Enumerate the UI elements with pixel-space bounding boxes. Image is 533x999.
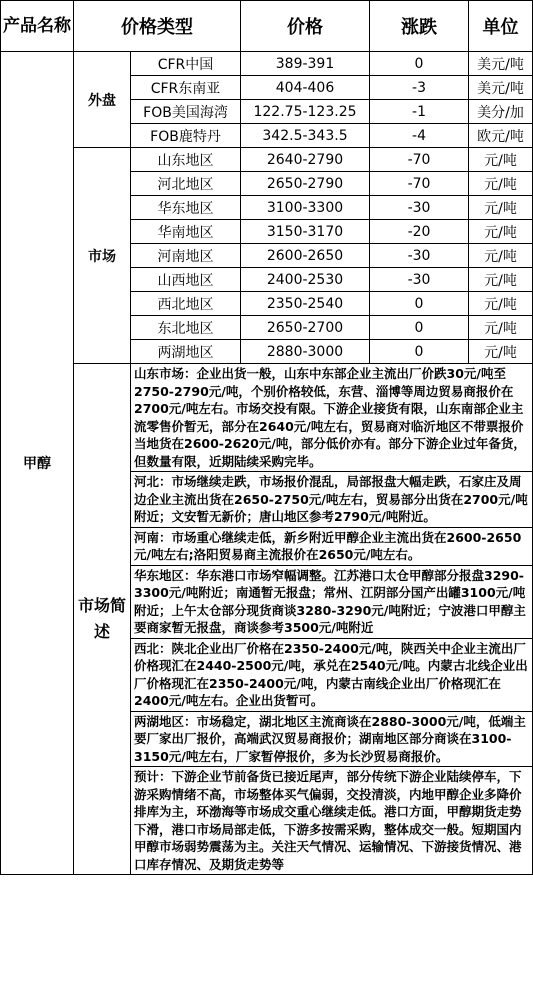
price-unit-cell: 美元/吨: [469, 52, 533, 76]
price-price-cell: 2880-3000: [241, 340, 370, 364]
price-unit-cell: 元/吨: [469, 340, 533, 364]
price-name-cell: 两湖地区: [131, 340, 241, 364]
price-unit-cell: 美分/加: [469, 100, 533, 124]
price-name-cell: 河北地区: [131, 172, 241, 196]
price-unit-cell: 元/吨: [469, 172, 533, 196]
market-category-label: 市场: [74, 148, 131, 364]
summary-paragraph: 河南：市场重心继续走低，新乡附近甲醇企业主流出货在2600-2650元/吨左右;洛阳贸易商主流报价在2650元/吨左右。: [131, 527, 533, 565]
external-category-label: 外盘: [74, 52, 131, 148]
product-name: 甲醇: [1, 52, 74, 875]
price-price-cell: 3100-3300: [241, 196, 370, 220]
price-price-cell: 3150-3170: [241, 220, 370, 244]
price-price-cell: 2650-2700: [241, 316, 370, 340]
price-unit-cell: 美元/吨: [469, 76, 533, 100]
price-name-cell: 华南地区: [131, 220, 241, 244]
price-unit-cell: 元/吨: [469, 316, 533, 340]
header-price: 价格: [241, 1, 370, 52]
price-name-cell: FOB美国海湾: [131, 100, 241, 124]
header-product: 产品名称: [1, 1, 74, 52]
summary-label: 市场简述: [74, 364, 131, 875]
price-change-cell: -4: [370, 124, 469, 148]
header-row: [1, 1, 533, 52]
price-change-cell: 0: [370, 316, 469, 340]
price-change-cell: -1: [370, 100, 469, 124]
price-price-cell: 122.75-123.25: [241, 100, 370, 124]
price-change-cell: -20: [370, 220, 469, 244]
price-unit-cell: 元/吨: [469, 244, 533, 268]
price-name-cell: 东北地区: [131, 316, 241, 340]
price-unit-cell: 元/吨: [469, 196, 533, 220]
price-name-cell: 西北地区: [131, 292, 241, 316]
price-unit-cell: 元/吨: [469, 148, 533, 172]
price-change-cell: -70: [370, 148, 469, 172]
price-price-cell: 2600-2650: [241, 244, 370, 268]
price-price-cell: 2640-2790: [241, 148, 370, 172]
price-price-cell: 389-391: [241, 52, 370, 76]
price-name-cell: FOB鹿特丹: [131, 124, 241, 148]
price-name-cell: CFR中国: [131, 52, 241, 76]
price-change-cell: -30: [370, 196, 469, 220]
price-name-cell: 河南地区: [131, 244, 241, 268]
price-name-cell: 山西地区: [131, 268, 241, 292]
price-price-cell: 2400-2530: [241, 268, 370, 292]
price-price-cell: 2650-2790: [241, 172, 370, 196]
header-change: 涨跌: [370, 1, 469, 52]
price-change-cell: 0: [370, 292, 469, 316]
price-row: [1, 52, 533, 76]
price-change-cell: -30: [370, 268, 469, 292]
summary-row: [1, 364, 533, 472]
summary-paragraph: 预计：下游企业节前备货已接近尾声，部分传统下游企业陆续停车，下游采购情绪不高，市场整体买气偏弱，交投清淡，内地甲醇企业多降价排库为主，环渤海等市场成交重心继续走低。港口方面，甲醇期货走势下滑，港口市场局部走低，下游多按需采购，整体成交一般。短期国内甲醇市场弱势震荡为主。关注天气情况、运输情况、下游接货情况、港口库存情况、及期货走势等: [131, 767, 533, 875]
price-name-cell: CFR东南亚: [131, 76, 241, 100]
header-unit: 单位: [469, 1, 533, 52]
price-name-cell: 华东地区: [131, 196, 241, 220]
summary-paragraph: 河北：市场继续走跌，市场报价混乱，局部报盘大幅走跌，石家庄及周边企业主流出货在2650-2750元/吨左右，贸易部分出货在2700元/吨附近；文安暂无新价；唐山地区参考2790元/吨附近。: [131, 472, 533, 528]
price-unit-cell: 欧元/吨: [469, 124, 533, 148]
summary-paragraph: 两湖地区：市场稳定，湖北地区主流商谈在2880-3000元/吨，低端主要厂家出厂报价，高端武汉贸易商报价；湖南地区部分商谈在3100-3150元/吨左右，厂家暂停报价，多为长沙贸易商报价。: [131, 711, 533, 767]
price-name-cell: 山东地区: [131, 148, 241, 172]
price-price-cell: 404-406: [241, 76, 370, 100]
summary-paragraph: 华东地区：华东港口市场窄幅调整。江苏港口太仓甲醇部分报盘3290-3300元/吨附近；南通暂无报盘；常州、江阴部分国产出罐3100元/吨附近；上午太仓部分现货商谈3280-3290元/吨附近；宁波港口甲醇主要商家暂无报盘，商谈参考3500元/吨附近: [131, 565, 533, 638]
price-unit-cell: 元/吨: [469, 292, 533, 316]
price-unit-cell: 元/吨: [469, 268, 533, 292]
summary-paragraph: 山东市场：企业出货一般，山东中东部企业主流出厂价跌30元/吨至2750-2790元/吨，个别价格较低，东营、淄博等周边贸易商报价在2700元/吨左右。市场交投有限。下游企业接货有限，山东南部企业主流零售价暂无，部分在2640元/吨左右，贸易商对临沂地区不带票报价当地货在2600-2620元/吨，部分低价亦有。部分下游企业过年备货，但数量有限，近期陆续采购完毕。: [131, 364, 533, 472]
price-price-cell: 342.5-343.5: [241, 124, 370, 148]
price-price-cell: 2350-2540: [241, 292, 370, 316]
price-change-cell: -70: [370, 172, 469, 196]
price-change-cell: -30: [370, 244, 469, 268]
summary-paragraph: 西北：陕北企业出厂价格在2350-2400元/吨，陕西关中企业主流出厂价格现汇在2440-2500元/吨，承兑在2540元/吨。内蒙古北线企业出厂价格现汇在2350-2400元/吨，内蒙古南线企业出厂价格现汇在2400元/吨左右。企业出货暂可。: [131, 638, 533, 711]
price-row: [1, 148, 533, 172]
price-unit-cell: 元/吨: [469, 220, 533, 244]
price-change-cell: 0: [370, 52, 469, 76]
header-price-type: 价格类型: [74, 1, 241, 52]
price-change-cell: 0: [370, 340, 469, 364]
price-change-cell: -3: [370, 76, 469, 100]
